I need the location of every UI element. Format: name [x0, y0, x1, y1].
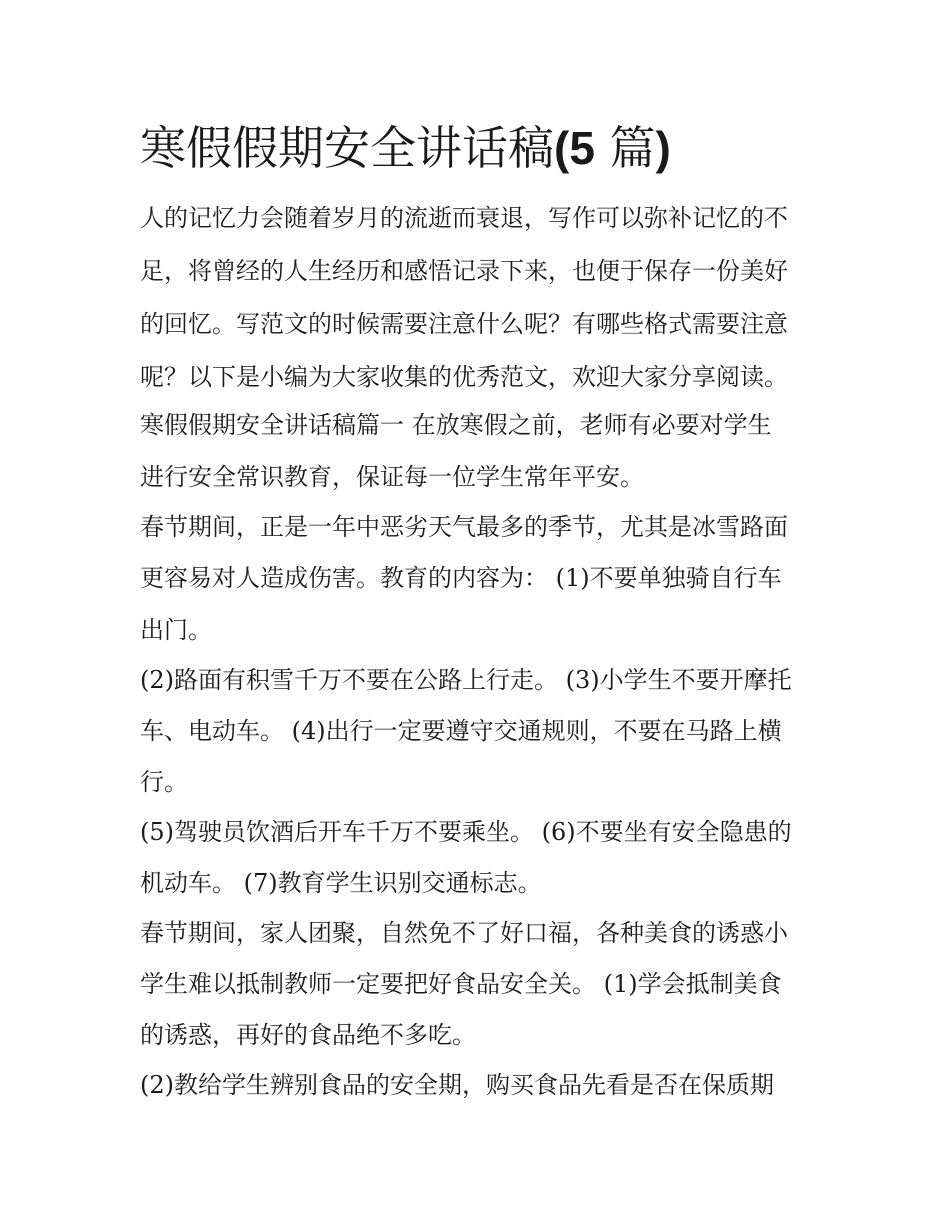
body-line: 更容易对人造成伤害。教育的内容为： (1)不要单独骑自行车 — [140, 564, 782, 592]
body-line: 足，将曾经的人生经历和感悟记录下来，也便于保存一份美好 — [140, 257, 788, 285]
body-line: (2)路面有积雪千万不要在公路上行走。 (3)小学生不要开摩托 — [140, 666, 792, 694]
body-line: 学生难以抵制教师一定要把好食品安全关。 (1)学会抵制美食 — [140, 970, 782, 998]
body-line: 的回忆。写范文的时候需要注意什么呢？有哪些格式需要注意 — [140, 310, 788, 338]
body-line: (2)教给学生辨别食品的安全期，购买食品先看是否在保质期 — [140, 1071, 774, 1099]
title-paren-close: ) — [655, 122, 671, 174]
body-line: 车、电动车。 (4)出行一定要遵守交通规则，不要在马路上横 — [140, 717, 782, 745]
body-line: 出门。 — [140, 616, 212, 644]
page-title — [140, 116, 671, 180]
body-line: 春节期间，正是一年中恶劣天气最多的季节，尤其是冰雪路面 — [140, 513, 788, 541]
title-paren-number: (5 — [554, 122, 595, 174]
body-line: 进行安全常识教育，保证每一位学生常年平安。 — [140, 463, 644, 491]
body-line: (5)驾驶员饮酒后开车千万不要乘坐。 (6)不要坐有安全隐患的 — [140, 818, 792, 846]
body-line: 的诱惑，再好的食品绝不多吃。 — [140, 1021, 476, 1049]
body-line: 行。 — [140, 768, 188, 796]
title-count-word: 篇 — [594, 121, 656, 175]
body-line: 春节期间，家人团聚，自然免不了好口福，各种美食的诱惑小 — [140, 919, 788, 947]
body-line: 机动车。 (7)教育学生识别交通标志。 — [140, 869, 542, 897]
body-line: 寒假假期安全讲话稿篇一 在放寒假之前，老师有必要对学生 — [140, 411, 772, 439]
body-line: 呢？以下是小编为大家收集的优秀范文，欢迎大家分享阅读。 — [140, 363, 788, 391]
title-text: 寒假假期安全讲话稿 — [140, 121, 554, 175]
body-line: 人的记忆力会随着岁月的流逝而衰退，写作可以弥补记忆的不 — [140, 204, 788, 232]
